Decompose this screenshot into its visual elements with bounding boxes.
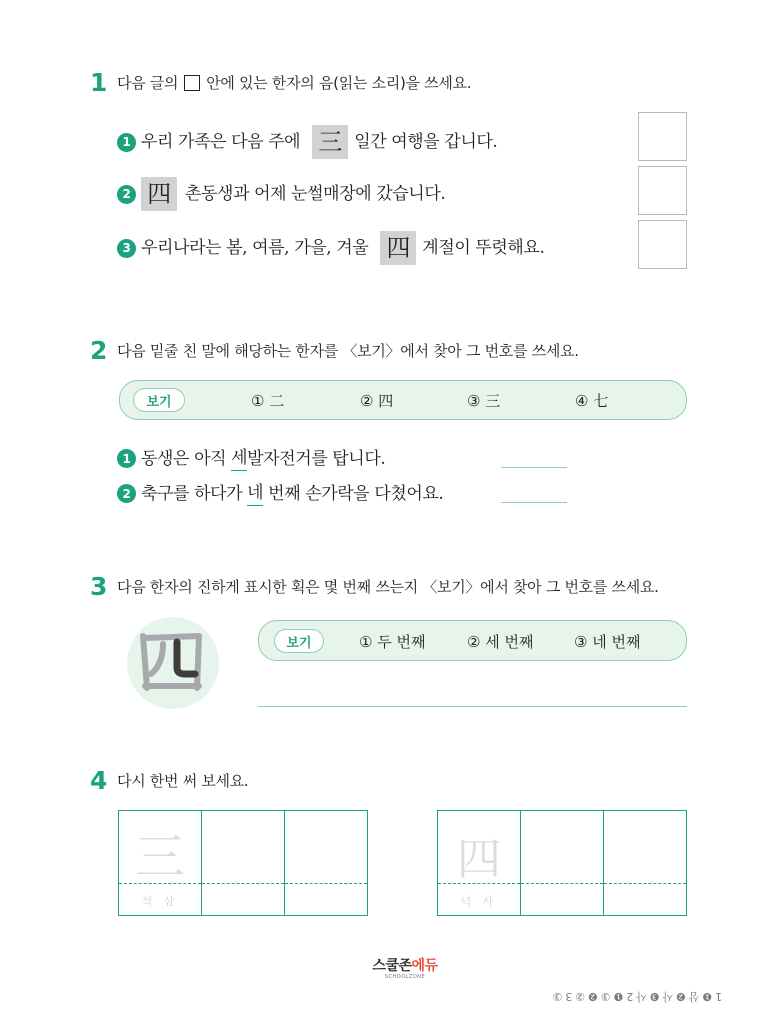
question-1-number: 1 [90, 68, 108, 97]
hanja-box: 四 [141, 177, 177, 211]
item-number-3: 3 [117, 239, 136, 258]
answer-line-3[interactable] [258, 706, 687, 707]
q2-item-1-post: 발자전거를 탑니다. [247, 448, 386, 469]
item-number-1: 1 [117, 449, 136, 468]
bogi-option-2: ② 四 [360, 392, 394, 410]
q1-item-3 [117, 231, 544, 265]
logo-part-1: 스쿨존 [372, 958, 412, 974]
q1-item-1-pre: 우리 가족은 다음 주에 [141, 132, 301, 152]
q2-item-1 [117, 446, 385, 471]
q1-item-2-post: 촌동생과 어제 눈썰매장에 갔습니다. [185, 184, 446, 204]
guide-line [604, 883, 686, 884]
guide-line [119, 883, 201, 884]
bogi-label: 보기 [133, 388, 185, 412]
logo-subtitle: SCHOOLZONE [384, 974, 426, 980]
hanja-reading: 넉 사 [460, 895, 498, 908]
q2-item-2 [117, 481, 443, 506]
bogi-option-3: ③ 三 [467, 392, 501, 410]
q1-item-1-post: 일간 여행을 갑니다. [354, 132, 498, 152]
bogi-panel [119, 380, 687, 420]
bogi-panel [258, 620, 687, 661]
q1-item-1 [117, 125, 497, 159]
answer-line-1[interactable] [501, 467, 567, 468]
q2-item-2-pre: 축구를 하다가 [141, 483, 248, 504]
writing-cell[interactable] [285, 811, 367, 915]
guide-line [521, 883, 603, 884]
answer-line-2[interactable] [501, 502, 567, 503]
writing-cell[interactable] [521, 811, 604, 915]
writing-grid-sa [437, 810, 687, 916]
logo-part-2: 에듀 [411, 958, 438, 974]
trace-hanja: 三 [135, 828, 185, 886]
item-number-1: 1 [117, 133, 136, 152]
q1-item-3-pre: 우리나라는 봄, 여름, 가을, 겨울 [141, 238, 369, 258]
underlined-word: 세 [231, 446, 247, 471]
answer-box-3[interactable] [638, 220, 687, 269]
question-4-number: 4 [90, 766, 108, 795]
q1-instruction-post: 안에 있는 한자의 음(읽는 소리)을 쓰세요. [206, 74, 472, 92]
question-2-number: 2 [90, 336, 108, 365]
item-number-2: 2 [117, 484, 136, 503]
question-1-instruction [117, 73, 471, 93]
q1-instruction-pre: 다음 글의 [117, 74, 179, 92]
bogi-option-1: ① 두 번째 [359, 633, 426, 651]
bogi-option-3: ③ 네 번째 [574, 633, 641, 651]
blank-box-icon [184, 75, 200, 91]
writing-cell[interactable] [202, 811, 285, 915]
trace-cell[interactable] [119, 811, 202, 915]
writing-cell[interactable] [604, 811, 686, 915]
q1-item-2 [117, 177, 445, 211]
schoolzone-logo [365, 958, 445, 980]
question-4-instruction: 다시 한번 써 보세요. [117, 772, 249, 790]
upside-down-answer-key: 1 ❶ 삼 ❷ 사 ❸ 사 2 ❶ ③ ❷ ② 3 ③ [552, 990, 723, 1003]
stroke-order-hanja-icon [137, 630, 209, 696]
item-number-2: 2 [117, 185, 136, 204]
question-2-instruction: 다음 밑줄 친 말에 해당하는 한자를 〈보기〉에서 찾아 그 번호를 쓰세요. [117, 342, 579, 360]
hanja-box: 三 [312, 125, 348, 159]
q2-item-1-pre: 동생은 아직 [141, 448, 232, 469]
guide-line [438, 883, 520, 884]
q2-item-2-post: 번째 손가락을 다쳤어요. [263, 483, 444, 504]
question-3-instruction: 다음 한자의 진하게 표시한 획은 몇 번째 쓰는지 〈보기〉에서 찾아 그 번호를 쓰세요. [117, 578, 659, 596]
hanja-reading: 석 삼 [141, 895, 179, 908]
underlined-word: 네 [247, 481, 263, 506]
answer-box-1[interactable] [638, 112, 687, 161]
q1-item-3-post: 계절이 뚜렷해요. [422, 238, 545, 258]
bogi-option-4: ④ 七 [575, 392, 609, 410]
writing-grid-sam [118, 810, 368, 916]
bogi-option-1: ① 二 [251, 392, 285, 410]
bogi-option-2: ② 세 번째 [467, 633, 534, 651]
question-3-number: 3 [90, 572, 108, 601]
stroke-order-hanja-circle [127, 617, 219, 709]
trace-hanja: 四 [457, 834, 501, 885]
hanja-box: 四 [380, 231, 416, 265]
trace-cell[interactable] [438, 811, 521, 915]
answer-box-2[interactable] [638, 166, 687, 215]
guide-line [285, 883, 367, 884]
bogi-label: 보기 [274, 629, 324, 653]
guide-line [202, 883, 284, 884]
